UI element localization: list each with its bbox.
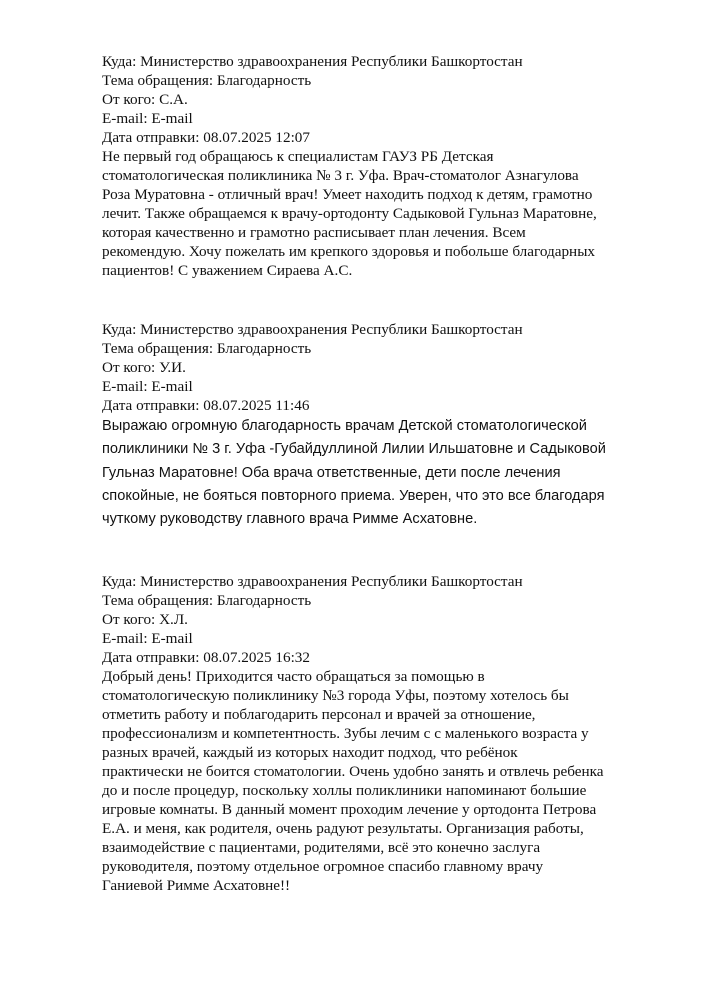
email-line: E-mail: E-mail — [102, 378, 193, 395]
letter-2 — [102, 320, 662, 531]
recipient-line: Куда: Министерство здравоохранения Республики Башкортостан — [102, 321, 523, 338]
subject-line: Тема обращения: Благодарность — [102, 592, 312, 609]
sender-line: От кого: С.А. — [102, 91, 188, 108]
body-line: стоматологическая поликлиника № 3 г. Уфа. Врач-стоматолог Азнагулова — [102, 167, 579, 184]
body-line: разных врачей, каждый из которых находит подход, что ребёнок — [102, 744, 518, 761]
letter-body — [102, 415, 662, 531]
sender-line: От кого: У.И. — [102, 359, 186, 376]
body-line: Не первый год обращаюсь к специалистам ГАУЗ РБ Детская — [102, 148, 494, 165]
subject-line: Тема обращения: Благодарность — [102, 72, 312, 89]
body-line: пациентов! С уважением Сираева А.С. — [102, 262, 353, 279]
body-line: поликлиники № 3 г. Уфа -Губайдуллиной Лилии Ильшатовне и Садыковой — [102, 441, 606, 458]
body-line: игровые комнаты. В данный момент проходим лечение у ортодонта Петрова — [102, 801, 597, 818]
sender-line: От кого: Х.Л. — [102, 611, 188, 628]
body-line: практически не боится стоматологии. Очень удобно занять и отвлечь ребенка — [102, 763, 604, 780]
body-line: Выражаю огромную благодарность врачам Детской стоматологической — [102, 418, 587, 434]
body-line: профессионализм и компетентность. Зубы лечим с с маленького возраста у — [102, 725, 589, 742]
body-line: Добрый день! Приходится часто обращаться за помощью в — [102, 668, 485, 685]
recipient-line: Куда: Министерство здравоохранения Республики Башкортостан — [102, 573, 523, 590]
letter-body — [102, 147, 662, 280]
letter-body — [102, 667, 662, 895]
body-line: Ганиевой Римме Асхатовне!! — [102, 877, 291, 894]
body-line: стоматологическую поликлинику №3 города Уфы, поэтому хотелось бы — [102, 687, 569, 704]
date-line: Дата отправки: 08.07.2025 16:32 — [102, 649, 310, 666]
body-line: чуткому руководству главного врача Римме Асхатовне. — [102, 511, 478, 528]
email-line: E-mail: E-mail — [102, 630, 193, 647]
body-line: взаимодействие с пациентами, родителями, всё это конечно заслуга — [102, 839, 541, 856]
body-line: Роза Муратовна - отличный врач! Умеет находить подход к детям, грамотно — [102, 186, 593, 203]
body-line: которая качественно и грамотно расписывает план лечения. Всем — [102, 224, 526, 241]
body-line: спокойные, не бояться повторного приема. Уверен, что это все благодаря — [102, 487, 605, 504]
body-line: рекомендую. Хочу пожелать им крепкого здоровья и побольше благодарных — [102, 243, 595, 260]
body-line: до и после процедур, поскольку холлы поликлиники напоминают большие — [102, 782, 587, 799]
body-line: Гульназ Маратовне! Оба врача ответственные, дети после лечения — [102, 464, 561, 481]
date-line: Дата отправки: 08.07.2025 11:46 — [102, 397, 310, 414]
body-line: руководителя, поэтому отдельное огромное спасибо главному врачу — [102, 858, 544, 875]
letter-1 — [102, 52, 662, 280]
email-line: E-mail: E-mail — [102, 110, 193, 127]
date-line: Дата отправки: 08.07.2025 12:07 — [102, 129, 310, 146]
subject-line: Тема обращения: Благодарность — [102, 340, 312, 357]
body-line: отметить работу и поблагодарить персонал и врачей за отношение, — [102, 706, 536, 723]
body-line: Е.А. и меня, как родителя, очень радуют результаты. Организация работы, — [102, 820, 584, 837]
body-line: лечит. Также обращаемся к врачу-ортодонту Садыковой Гульназ Маратовне, — [102, 205, 597, 222]
recipient-line: Куда: Министерство здравоохранения Республики Башкортостан — [102, 53, 523, 70]
letter-3 — [102, 572, 662, 895]
